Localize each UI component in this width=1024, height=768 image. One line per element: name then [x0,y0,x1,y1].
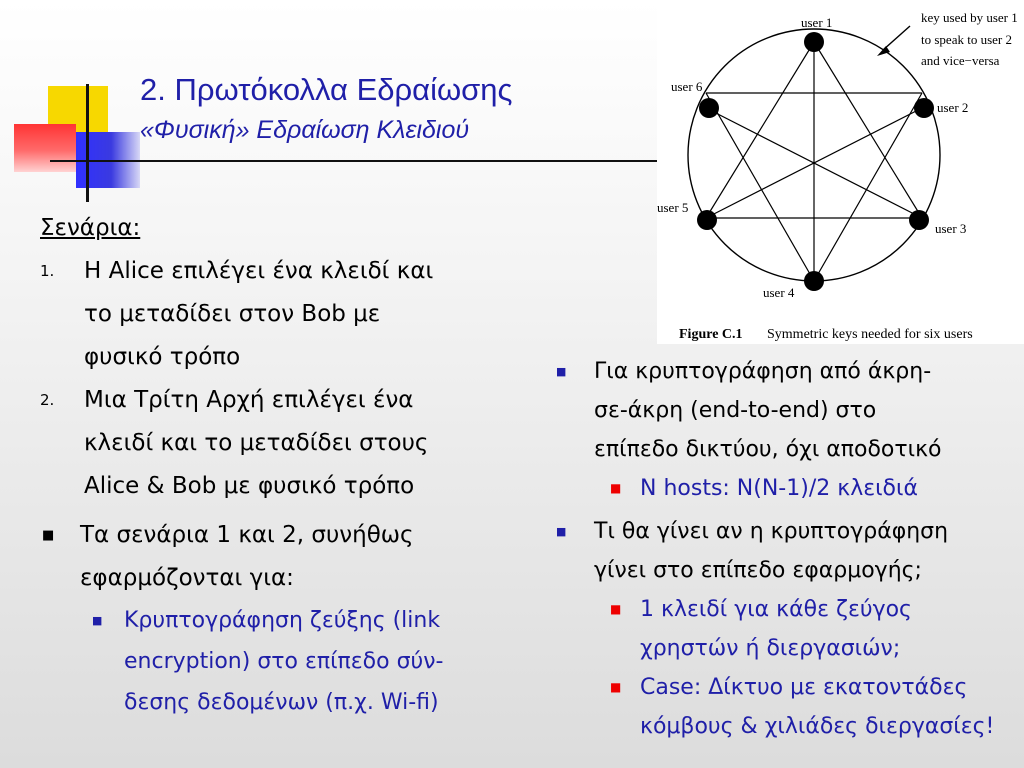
square-bullet-icon: ■ [42,528,55,543]
slide-subtitle: «Φυσική» Εδραίωση Κλειδιού [140,116,470,144]
line: χρηστών ή διεργασιών; [640,636,901,661]
scenarios-heading: Σενάρια: [40,215,141,241]
user-node-1 [804,32,824,52]
line: δεσης δεδομένων (π.χ. Wi-fi) [124,690,439,715]
line: κόμβους & χιλιάδες διεργασίες! [640,714,995,739]
user-label-5: user 5 [657,200,689,215]
user-label-2: user 2 [937,100,969,115]
right-bullet-1 [556,352,1016,469]
line: Case: Δίκτυο με εκατοντάδες [640,675,968,700]
line: Τα σενάρια 1 και 2, συνήθως [80,522,414,548]
annotation-line-1: key used by user 1 [921,10,1018,25]
line: φυσικό τρόπο [84,344,241,370]
line: encryption) στο επίπεδο σύν- [124,649,444,674]
line: το μεταδίδει στον Bob με [84,301,381,327]
line: εφαρμόζονται για: [80,565,294,591]
line: επίπεδο δικτύου, όχι αποδοτικό [594,437,942,462]
user-label-1: user 1 [801,15,833,30]
annotation-line-2: to speak to user 2 [921,32,1012,47]
red-square-bullet-icon: ■ [610,602,622,616]
logo-vertical-line [86,84,89,202]
figure-caption-text: Symmetric keys needed for six users [767,327,973,342]
user-node-6 [699,98,719,118]
bullet-item [40,514,510,600]
right-sub-bullet-3 [556,668,1016,746]
line: γίνει στο επίπεδο εφαρμογής; [594,558,922,583]
user-node-5 [697,210,717,230]
right-bullet-2 [556,512,1016,590]
line: Κρυπτογράφηση ζεύξης (link [124,608,441,633]
network-diagram [657,0,1024,344]
network-figure [657,0,1024,344]
sub-bullet-item [40,600,510,723]
line: κλειδί και το μεταδίδει στους [84,430,429,456]
red-square-bullet-icon: ■ [610,481,622,495]
line: Μια Τρίτη Αρχή επιλέγει ένα [84,387,414,413]
square-bullet-icon: ■ [556,365,567,378]
right-sub-bullet-1 [556,469,1016,508]
right-sub-bullet-2 [556,590,1016,668]
logo-red-square [14,124,76,172]
right-content [556,352,1016,746]
annotation-arrow-icon [877,26,910,56]
line: Η Alice επιλέγει ένα κλειδί και [84,258,434,284]
line: Για κρυπτογράφηση από άκρη- [594,359,932,384]
line: 1 κλειδί για κάθε ζεύγος [640,597,912,622]
numbered-item-1 [40,250,510,379]
line: Alice & Bob με φυσικό τρόπο [84,473,415,499]
annotation-line-3: and vice−versa [921,53,1000,68]
red-square-bullet-icon: ■ [610,680,622,694]
line: N hosts: N(N-1)/2 κλειδιά [640,476,918,501]
user-node-2 [914,98,934,118]
left-content [40,207,510,723]
key-lines [706,42,922,281]
user-label-4: user 4 [763,285,795,300]
figure-caption-label: Figure C.1 [679,327,743,342]
user-label-3: user 3 [935,221,967,236]
square-bullet-icon: ■ [556,525,567,538]
user-node-3 [909,210,929,230]
square-bullet-icon: ■ [92,614,103,627]
line: Τι θα γίνει αν η κρυπτογράφηση [594,519,949,544]
title-underline [50,160,662,162]
line: σε-άκρη (end-to-end) στο [594,398,877,423]
item-number: 1. [40,262,55,280]
slide-title: 2. Πρωτόκολλα Εδραίωσης [140,72,513,107]
numbered-item-2 [40,379,510,508]
user-node-4 [804,271,824,291]
item-number: 2. [40,391,55,409]
user-label-6: user 6 [671,79,703,94]
